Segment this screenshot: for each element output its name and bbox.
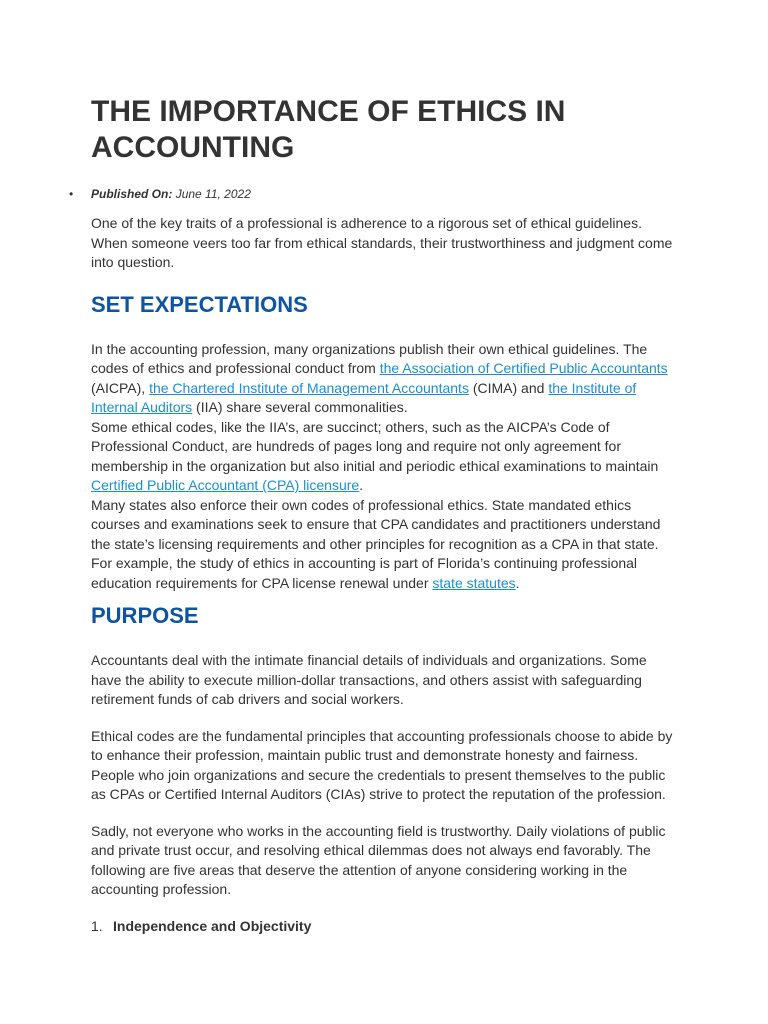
list-item bbox=[91, 917, 679, 936]
bullet-icon: • bbox=[69, 187, 74, 201]
text-span: . bbox=[359, 477, 364, 493]
text-span: (AICPA), bbox=[91, 379, 150, 396]
meta-list bbox=[69, 186, 679, 202]
text-span: Some ethical codes, like the IIA’s, are succinct; others, such as the AICPA’s Code of Professional Conduct, are hundreds of pages long and require not only agreement for membership in the organization but also initial and periodic ethical examinations to maintain bbox=[91, 418, 659, 474]
cpa-licensure-link[interactable]: Certified Public Accountant (CPA) licensure bbox=[91, 477, 360, 493]
list-item-number: 1. bbox=[91, 917, 103, 934]
page-title: THE IMPORTANCE OF ETHICS IN ACCOUNTING bbox=[91, 95, 566, 164]
text-span: (IIA) share several commonalities. bbox=[192, 399, 408, 415]
expectations-paragraph-1 bbox=[91, 340, 679, 418]
purpose-paragraph-3: Sadly, not everyone who works in the accounting field is trustworthy. Daily violations of public and private trust occur, and resolving ethical dilemmas does not always end favorably. The following are five areas that deserve the attention of anyone considering working in the accounting profession. bbox=[91, 822, 666, 897]
article bbox=[69, 94, 679, 936]
published-meta bbox=[69, 186, 679, 202]
section-heading-set-expectations: SET EXPECTATIONS bbox=[91, 291, 308, 317]
cima-link[interactable]: the Chartered Institute of Management Accountants bbox=[149, 379, 469, 396]
state-statutes-link[interactable]: state statutes bbox=[432, 574, 516, 591]
published-label: Published On: bbox=[91, 187, 173, 201]
purpose-paragraph-2: Ethical codes are the fundamental principles that accounting professionals choose to abide by to enhance their profession, maintain public trust and demonstrate honesty and fairness. People who join organizations and secure the credentials to present themselves to the public as CPAs or Certified Internal Auditors (CIAs) strive to protect the reputation of the profession. bbox=[91, 727, 673, 802]
text-span: In the accounting profession, many organizations publish their own ethical guidelines. The codes of ethics and professional conduct from bbox=[91, 340, 648, 376]
text-span: (CIMA) and bbox=[468, 379, 549, 396]
list-item-text: Independence and Objectivity bbox=[113, 917, 312, 934]
intro-paragraph: One of the key traits of a professional is adherence to a rigorous set of ethical guidelines. When someone veers too far from ethical standards, their trustworthiness and judgment come into question. bbox=[91, 215, 673, 270]
section-heading-purpose: PURPOSE bbox=[91, 603, 199, 628]
text-span: Many states also enforce their own codes of professional ethics. State mandated ethics courses and examinations seek to ensure that CPA candidates and practitioners understand the state’s licensing requirements and other principles for recognition as a CPA in that state. For example, the study of ethics in accounting is part of Florida’s continuing professional education requirements for CPA license renewal under bbox=[91, 496, 661, 591]
published-date: June 11, 2022 bbox=[175, 187, 251, 201]
expectations-paragraph-3 bbox=[91, 496, 679, 594]
expectations-paragraph-2 bbox=[91, 418, 679, 496]
text-span: . bbox=[515, 574, 520, 591]
iia-link[interactable]: the Institute of Internal Auditors bbox=[91, 379, 637, 415]
aicpa-link[interactable]: the Association of Certified Public Accountants bbox=[379, 360, 668, 376]
purpose-paragraph-1: Accountants deal with the intimate financial details of individuals and organizations. Some have the ability to execute million-dollar transactions, and others assist with safeguarding retirement funds of cab drivers and social workers. bbox=[91, 652, 647, 707]
areas-list bbox=[91, 917, 679, 936]
